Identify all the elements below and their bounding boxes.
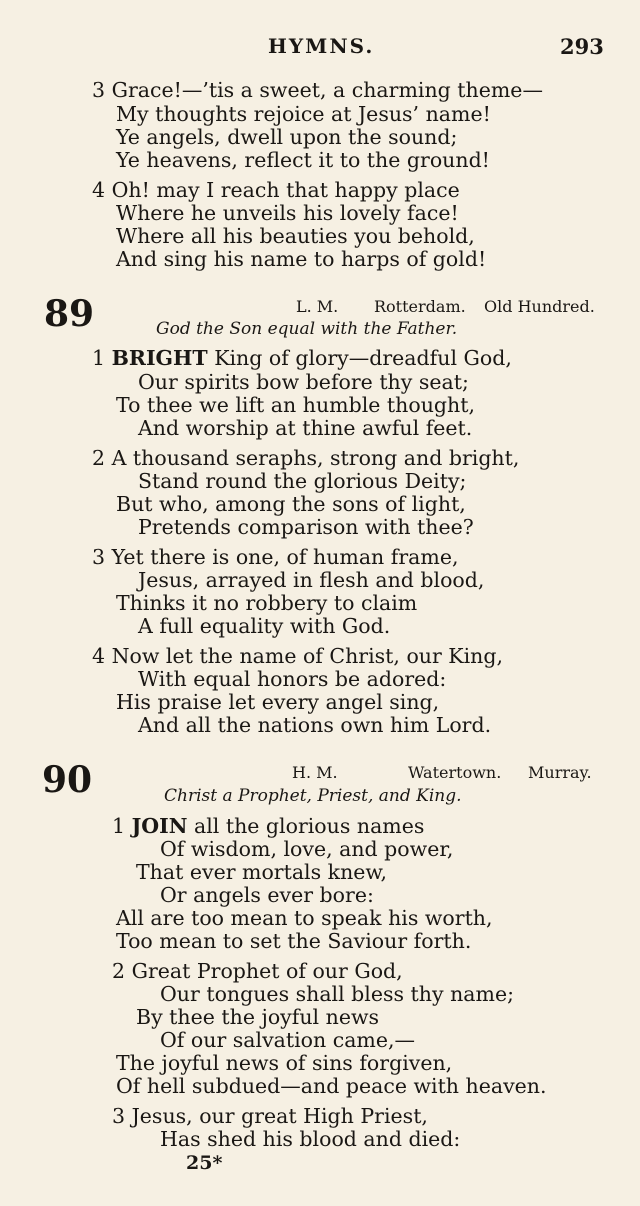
tune-name: Murray. — [528, 763, 592, 782]
verse-number: 2 — [92, 446, 106, 470]
verse-line: Our spirits bow before thy seat; — [138, 370, 469, 394]
verse-line: That ever mortals knew, — [136, 860, 388, 884]
verse-line: Where he unveils his lovely face! — [116, 201, 459, 225]
hymn-number: 89 — [44, 293, 95, 335]
verse-number: 4 — [92, 644, 106, 668]
verse-line: Or angels ever bore: — [160, 883, 374, 907]
hymn-meter: L. M. — [296, 297, 339, 316]
verse-line: With equal honors be adored: — [138, 667, 447, 691]
verse-line: Thinks it no robbery to claim — [116, 591, 418, 615]
verse-line: To thee we lift an humble thought, — [116, 393, 475, 417]
verse-line: The joyful news of sins forgiven, — [116, 1051, 453, 1075]
verse-line: 4 Oh! may I reach that happy place — [92, 178, 460, 202]
verse-line: 4 Now let the name of Christ, our King, — [92, 644, 504, 668]
verse-line: And all the nations own him Lord. — [138, 713, 492, 737]
verse-line: 2 Great Prophet of our God, — [112, 959, 403, 983]
verse-number: 3 — [112, 1104, 126, 1128]
verse-line: Pretends comparison with thee? — [138, 515, 474, 539]
verse-number: 1 — [92, 346, 106, 370]
verse-number: 3 — [92, 545, 106, 569]
verse-line: All are too mean to speak his worth, — [116, 906, 493, 930]
verse-line: Our tongues shall bless thy name; — [160, 982, 514, 1006]
verse-line: 1 JOIN all the glorious names — [112, 814, 425, 838]
hymn-meter: H. M. — [292, 763, 338, 782]
hymn-title: God the Son equal with the Father. — [156, 319, 458, 339]
verse-line: Too mean to set the Saviour forth. — [116, 929, 472, 953]
verse-line: A full equality with God. — [138, 614, 391, 638]
verse-line: Ye angels, dwell upon the sound; — [116, 125, 458, 149]
verse-line: 1 BRIGHT King of glory—dreadful God, — [92, 346, 512, 370]
verse-line: But who, among the sons of light, — [116, 492, 466, 516]
verse-line: And worship at thine awful feet. — [138, 416, 473, 440]
verse-line: 2 A thousand seraphs, strong and bright, — [92, 446, 520, 470]
running-header: HYMNS. — [268, 34, 375, 58]
verse-line: His praise let every angel sing, — [116, 690, 440, 714]
tune-name: Rotterdam. — [374, 297, 466, 316]
verse-line: Of hell subdued—and peace with heaven. — [116, 1074, 547, 1098]
verse-line: Has shed his blood and died: — [160, 1127, 461, 1151]
verse-line: Of our salvation came,— — [160, 1028, 416, 1052]
verse-line: 3 Yet there is one, of human frame, — [92, 545, 459, 569]
verse-line: Jesus, arrayed in flesh and blood, — [138, 568, 485, 592]
tune-name: Watertown. — [408, 763, 502, 782]
hymn-number: 90 — [42, 759, 93, 801]
verse-line: 3 Grace!—’tis a sweet, a charming theme— — [92, 78, 543, 102]
verse-line: Stand round the glorious Deity; — [138, 469, 467, 493]
verse-number: 4 — [92, 178, 106, 202]
verse-line: Ye heavens, reflect it to the ground! — [116, 148, 490, 172]
page-number: 293 — [560, 34, 604, 59]
verse-line: 3 Jesus, our great High Priest, — [112, 1104, 428, 1128]
verse-number: 3 — [92, 78, 106, 102]
verse-line: Of wisdom, love, and power, — [160, 837, 454, 861]
signature-mark: 25* — [186, 1152, 223, 1174]
verse-number: 2 — [112, 959, 126, 983]
verse-number: 1 — [112, 814, 126, 838]
hymn-title: Christ a Prophet, Priest, and King. — [164, 786, 462, 806]
verse-line: By thee the joyful news — [136, 1005, 380, 1029]
verse-line: And sing his name to harps of gold! — [116, 247, 487, 271]
verse-line: Where all his beauties you behold, — [116, 224, 475, 248]
tune-name: Old Hundred. — [484, 297, 595, 316]
verse-line: My thoughts rejoice at Jesus’ name! — [116, 102, 491, 126]
